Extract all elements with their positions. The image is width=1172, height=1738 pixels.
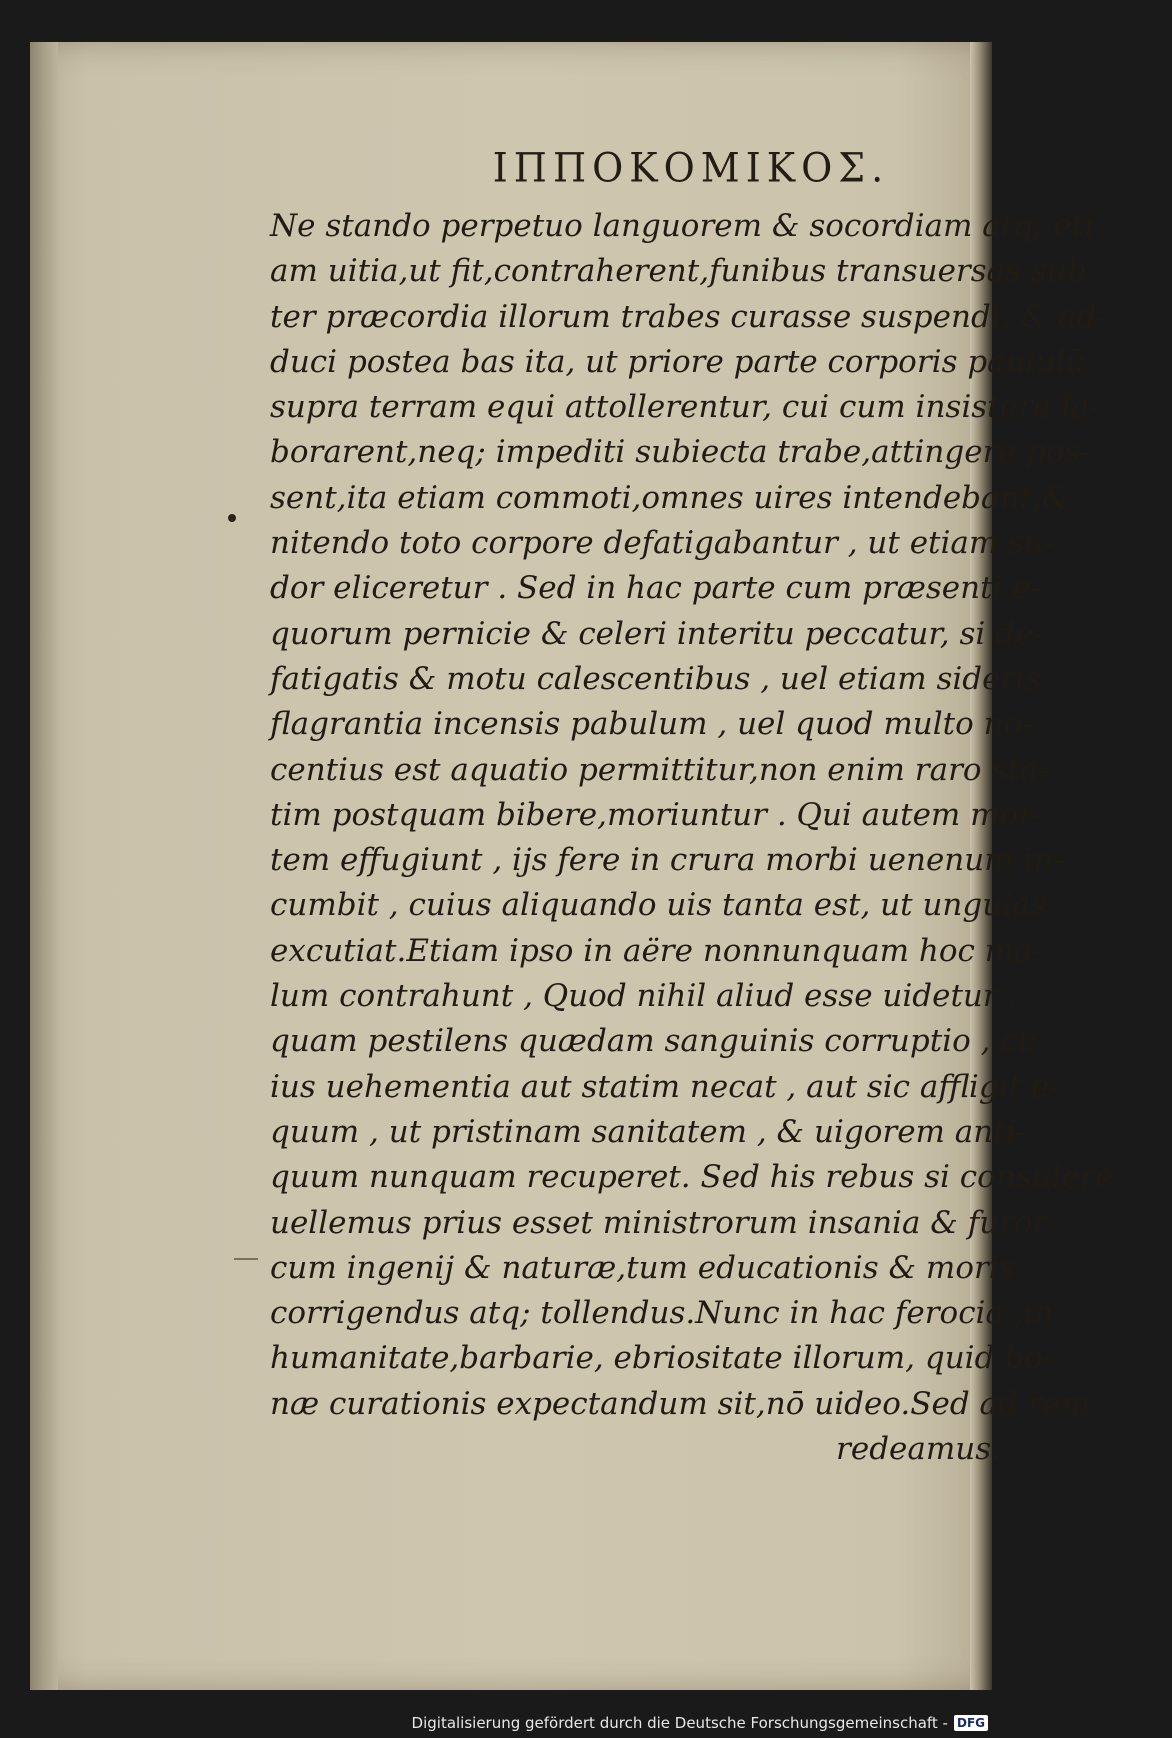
text-line: quorum pernicie & celeri interitu peccatur, si de- bbox=[270, 615, 1044, 652]
text-line: flagrantia incensis pabulum , uel quod multo no- bbox=[270, 706, 1033, 743]
text-line: cum ingenij & naturæ,tum educationis & moris bbox=[270, 1249, 1015, 1286]
margin-mark bbox=[228, 514, 236, 522]
text-line: quum , ut pristinam sanitatem , & uigorem anti- bbox=[270, 1113, 1027, 1150]
text-line: sent,ita etiam commoti,omnes uires intendebant,& bbox=[270, 479, 1070, 516]
digitization-credit bbox=[412, 1714, 988, 1732]
text-line: corrigendus atq; tollendus.Nunc in hac ferocia ,in- bbox=[270, 1295, 1065, 1332]
text-line: quum nunquam recuperet. Sed his rebus si consulere bbox=[270, 1159, 1114, 1196]
text-line: Ne stando perpetuo languorem & socordiam atq; eti bbox=[270, 208, 1095, 244]
text-line: duci postea bas ita, ut priore parte corporis paululū bbox=[270, 343, 1086, 380]
text-line: tem effugiunt , ijs fere in crura morbi uenenum in- bbox=[270, 842, 1064, 879]
text-line: næ curationis expectandum sit,nō uideo.Sed ad rem bbox=[270, 1385, 1091, 1422]
text-line: nitendo toto corpore defatigabantur , ut etiam su- bbox=[270, 525, 1055, 562]
text-line: ter præcordia illorum trabes curasse suspendi, & ad- bbox=[270, 298, 1107, 335]
credit-text: Digitalisierung gefördert durch die Deutsche Forschungsgemeinschaft - bbox=[411, 1714, 948, 1732]
text-line: tim postquam bibere,moriuntur . Qui autem mor- bbox=[270, 796, 1044, 833]
text-line: borarent,neq; impediti subiecta trabe,attingere pos- bbox=[270, 434, 1091, 471]
text-line: ius uehementia aut statim necat , aut sic affligit e- bbox=[270, 1068, 1060, 1105]
body-text bbox=[270, 204, 1114, 1472]
text-line: cumbit , cuius aliquando uis tanta est, ut ungulas bbox=[270, 887, 1047, 924]
book-page bbox=[30, 42, 1114, 1690]
text-line: humanitate,barbarie, ebriositate illorum, quid bo- bbox=[270, 1340, 1054, 1377]
text-line: excutiat.Etiam ipso in aëre nonnunquam hoc ma- bbox=[270, 932, 1044, 969]
text-line: dor eliceretur . Sed in hac parte cum præsenti e- bbox=[270, 570, 1042, 607]
running-head: ΙΠΠΟΚΟΜΙΚΟΣ. bbox=[492, 144, 890, 192]
text-line: lum contrahunt , Quod nihil aliud esse uidetur , bbox=[270, 978, 1018, 1015]
text-line: centius est aquatio permittitur,non enim raro sta- bbox=[270, 751, 1049, 788]
text-line: fatigatis & motu calescentibus , uel etiam sideris bbox=[270, 660, 1042, 697]
margin-dash bbox=[234, 1258, 258, 1260]
text-line-last: redeamus. bbox=[836, 1431, 1001, 1468]
text-line: uellemus prius esset ministrorum insania & furor, bbox=[270, 1204, 1054, 1241]
dfg-logo-icon: DFG bbox=[954, 1715, 988, 1731]
text-line: am uitia,ut fit,contraherent,funibus transuersas sub bbox=[270, 253, 1087, 290]
text-line: quam pestilens quædam sanguinis corruptio , cu- bbox=[270, 1023, 1049, 1060]
text-line: supra terram equi attollerentur, cui cum insistere la- bbox=[270, 389, 1100, 426]
